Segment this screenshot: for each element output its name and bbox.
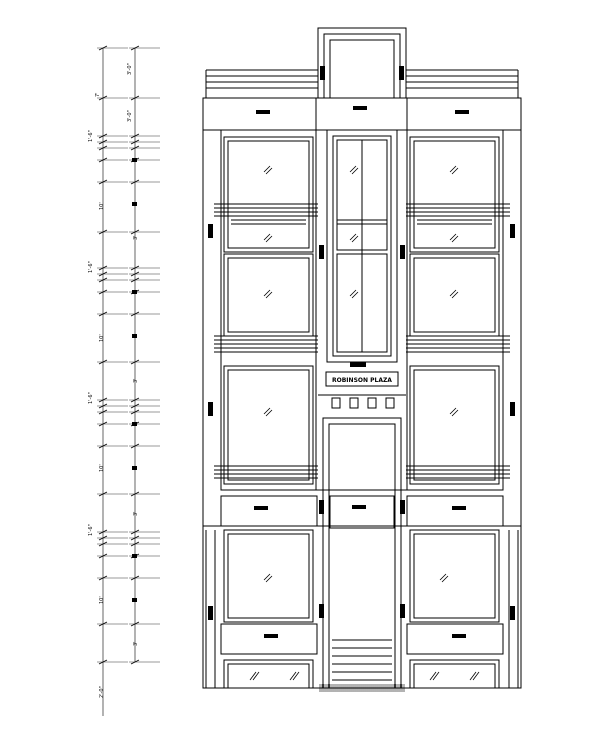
dimension-marker xyxy=(132,334,137,338)
dim-slab-1: 1'-6" xyxy=(88,130,94,142)
dim-plinth: 2'-0" xyxy=(99,686,105,698)
dim-top-b: 3'-0" xyxy=(127,110,133,122)
dimension-marker xyxy=(132,466,137,470)
dim-top-a: 3'-0" xyxy=(127,63,133,75)
dim-slab-2: 1'-6" xyxy=(88,261,94,273)
dim-window-3: 10' xyxy=(99,464,105,472)
building xyxy=(203,28,521,692)
left-windows xyxy=(224,137,313,484)
entrance xyxy=(323,418,401,688)
dim-sill-2: 3' xyxy=(133,378,139,383)
center-windows xyxy=(327,130,397,367)
dimension-marker xyxy=(132,422,137,426)
dimension-marker xyxy=(132,290,137,294)
dim-window-4: 10' xyxy=(99,596,105,604)
dim-sill-3: 3' xyxy=(133,511,139,516)
dim-window-1: 10' xyxy=(99,202,105,210)
dimension-marker xyxy=(132,202,137,206)
dimension-marker xyxy=(132,598,137,602)
dim-window-2: 10' xyxy=(99,334,105,342)
sign-text: ROBINSON PLAZA xyxy=(332,377,392,384)
robinson-plaza-sign xyxy=(318,372,406,408)
dimension-marker xyxy=(132,554,137,558)
parapet-railing xyxy=(206,70,518,98)
dim-top-c: 7' xyxy=(95,92,101,97)
dimension-marker xyxy=(132,158,137,162)
right-windows xyxy=(410,137,499,484)
dimension-chain xyxy=(88,46,160,716)
dim-slab-4: 1'-6" xyxy=(88,524,94,536)
dim-sill-4: 3' xyxy=(133,641,139,646)
ground-line xyxy=(318,684,406,692)
dim-slab-3: 1'-6" xyxy=(88,392,94,404)
glass-hatching xyxy=(250,166,479,680)
dim-sill-1: 3' xyxy=(133,235,139,240)
